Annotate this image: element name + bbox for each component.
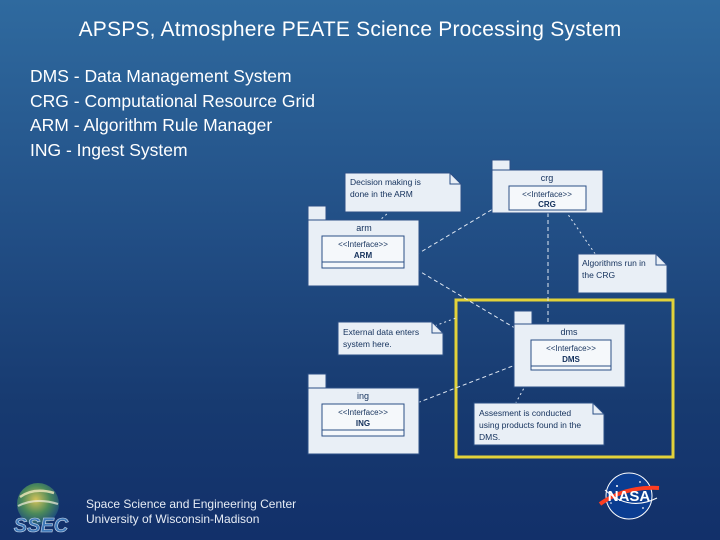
- crg-stereotype: <<Interface>>: [522, 190, 572, 199]
- note-decision-line2: done in the ARM: [350, 189, 413, 199]
- ssec-logo-text: SSEC: [13, 515, 69, 536]
- ing-package-label: ing: [356, 391, 370, 401]
- note-external-line2: system here.: [343, 339, 392, 349]
- nasa-logo-text: NASA: [607, 488, 651, 505]
- note-assessment: [474, 403, 604, 445]
- note-decision-line1: Decision making is: [350, 177, 421, 187]
- ing-name: ING: [355, 419, 371, 428]
- crg-package-label: crg: [540, 173, 554, 183]
- crg-name: CRG: [538, 200, 556, 209]
- definition-ing: ING - Ingest System: [30, 139, 188, 160]
- ing-package: [308, 374, 419, 454]
- nasa-logo: [597, 468, 663, 524]
- dms-name: DMS: [562, 355, 580, 364]
- note-assessment-line1: Assesment is conducted: [479, 408, 572, 418]
- ssec-logo: [4, 480, 80, 536]
- note-assessment-line3: DMS.: [479, 432, 501, 442]
- note-algorithms-line2: the CRG: [582, 270, 616, 280]
- dms-package-label: dms: [560, 327, 578, 337]
- slide-title: APSPS, Atmosphere PEATE Science Processing System: [78, 18, 622, 41]
- note-decision: [345, 173, 461, 212]
- ing-stereotype: <<Interface>>: [338, 408, 388, 417]
- definition-crg: CRG - Computational Resource Grid: [30, 90, 315, 111]
- arm-package: [308, 206, 419, 286]
- footer-line1: Space Science and Engineering Center: [86, 497, 297, 511]
- dms-stereotype: <<Interface>>: [546, 344, 596, 353]
- arm-package-label: arm: [356, 223, 372, 233]
- note-external-line1: External data enters: [343, 327, 420, 337]
- note-algorithms: [578, 254, 667, 293]
- definition-dms: DMS - Data Management System: [30, 66, 292, 86]
- note-assessment-line2: using products found in the: [479, 420, 582, 430]
- arm-name: ARM: [353, 251, 373, 260]
- definition-arm: ARM - Algorithm Rule Manager: [30, 115, 273, 135]
- footer-line2: University of Wisconsin-Madison: [86, 512, 260, 526]
- note-algorithms-line1: Algorithms run in: [582, 258, 646, 268]
- arm-stereotype: <<Interface>>: [338, 240, 388, 249]
- crg-package: [492, 160, 603, 213]
- footer: [86, 497, 296, 527]
- note-external: [338, 322, 443, 355]
- dms-package: [514, 311, 625, 387]
